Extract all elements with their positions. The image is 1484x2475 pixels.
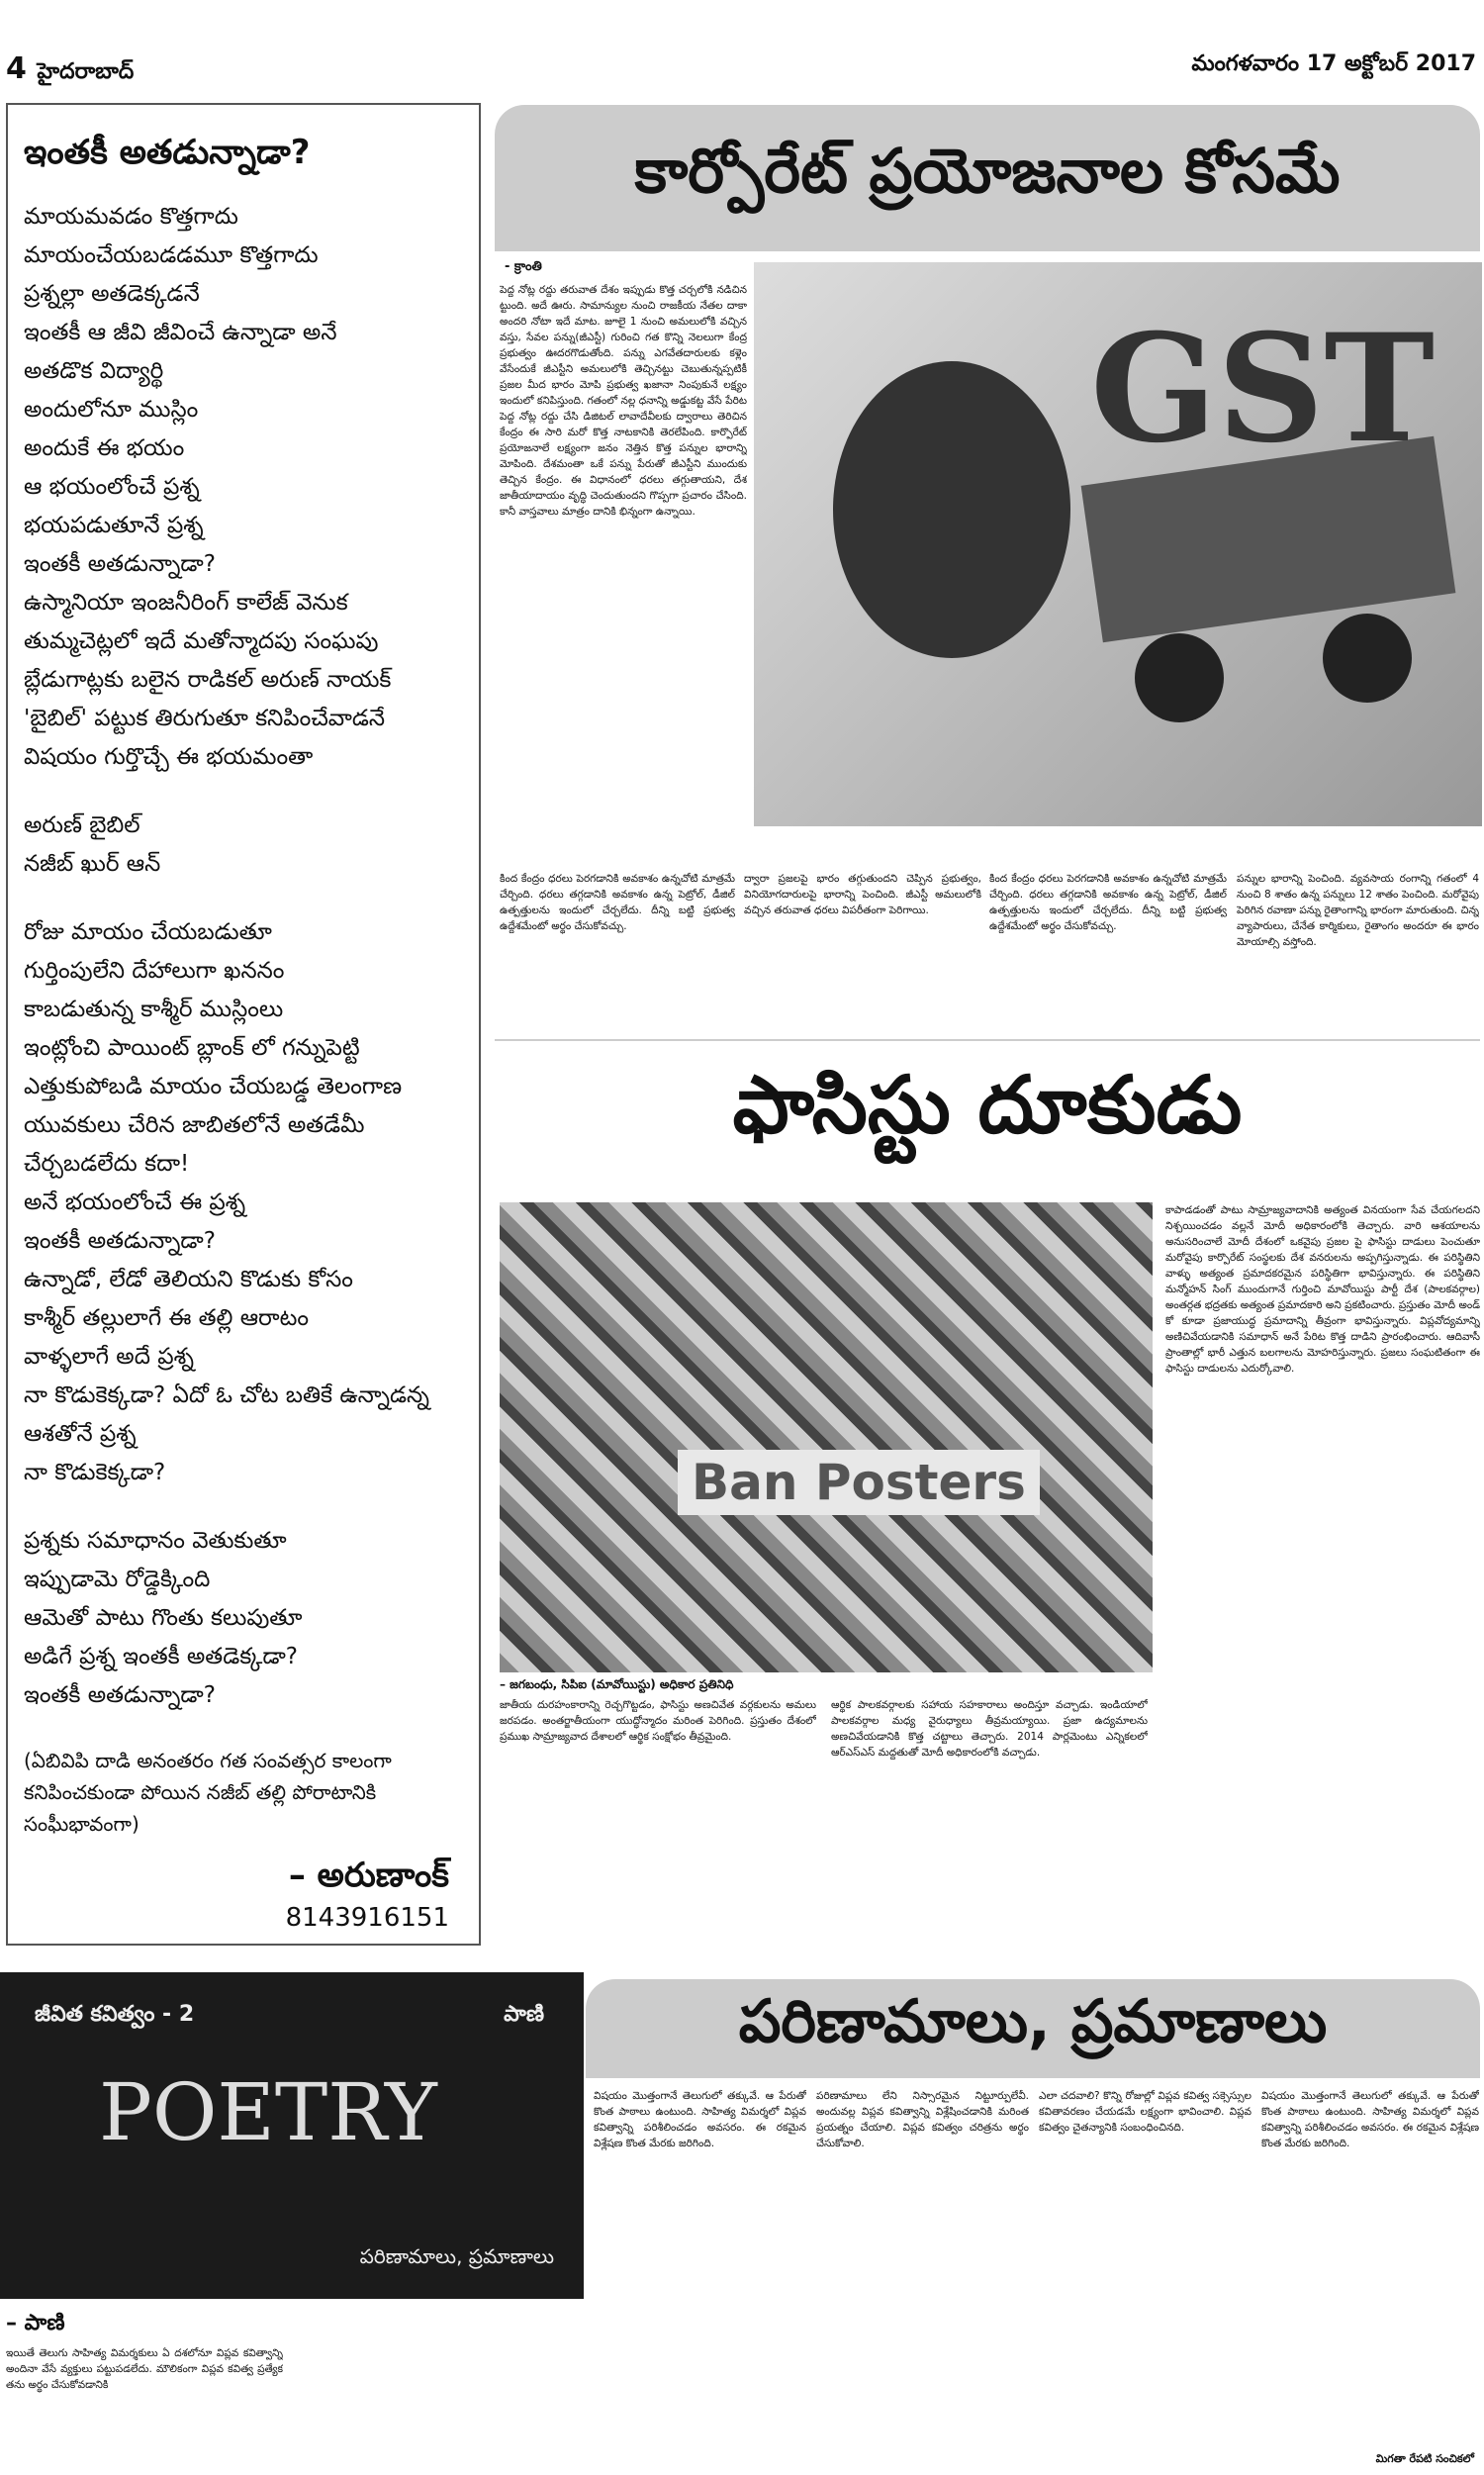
- poem-line: ఇంతకీ ఆ జీవి జీవించే ఉన్నాడా అనే: [24, 320, 337, 345]
- page-header-left: [6, 51, 134, 89]
- article2-byline: – జగబంధు, సిపిఐ (మావోయిస్టు) అధికార ప్రతినిధి: [500, 1677, 734, 1691]
- poem-line: ఇంతకీ అతడున్నాడా?: [24, 551, 216, 577]
- poem-line: అందులోనూ ముస్లిం: [24, 397, 199, 423]
- poem-title: ఇంతకీ అతడున్నాడా?: [24, 133, 311, 172]
- poem-line: భయపడుతూనే ప్రశ్న: [24, 513, 204, 538]
- poem-author: – అరుణాంక్: [288, 1856, 449, 1895]
- article3-column-3: ఎలా చదవాలి? కొన్ని రోజుల్లో విప్లవ కవిత్వ సక్సెస్సుల కవితావరణం చేయడమే లక్ష్యంగా భావించాలి. విప్లవ కవిత్వం చైతన్యానికి సంబంధించినది.: [1039, 2090, 1252, 2134]
- poem-line: ప్రశ్నల్లా అతడెక్కడనే: [24, 281, 200, 307]
- poem-line: ఇంతకీ అతడున్నాడా?: [24, 1228, 216, 1254]
- banner-subtitle: పరిణామాలు, ప్రమాణాలు: [359, 2244, 554, 2268]
- issue-date: మంగళవారం 17 అక్టోబర్ 2017: [1191, 51, 1476, 76]
- poem-line: నా కొడుకెక్కడా?: [24, 1460, 166, 1485]
- article3-column-4: విషయం మొత్తంగానే తెలుగులో తక్కువే. ఆ పేరుతో కొంత పాఠాలు ఉంటుంది. సాహిత్య విమర్శలో విప్లవ కవిత్వాన్ని పరిశీలించడం అవసరం. ఈ రకమైన విశ్లేషణ కొంత మేరకు జరిగింది.: [1261, 2090, 1479, 2149]
- poem-line: అందుకే ఈ భయం: [24, 435, 185, 461]
- article1-byline: - క్రాంతి: [505, 259, 542, 274]
- article2-right-column: కాపాడడంతో పాటు సామ్రాజ్యవాదానికి అత్యంత వినయంగా సేవ చేయగలదని నిశ్చయించడం వల్లనే మోదీ అధికారంలోకి తెచ్చారు. వారి ఆశయాలను అనుసరించాలే మోదీ దేశంలో ఒకవైపు ప్రజల పై ఫాసిస్టు దాడులు పెంచుతూ మరోవైపు కార్పొరేట్ సంస్థలకు దేశ వనరులను అప్పగిస్తున్నాడు. ఈ పరిస్థితిని వాళ్ళు అత్యంత ప్రమాదకరమైన పరిస్థితిగా భావిస్తున్నారు. ఈ పరిస్థితిని మన్మోహన్ సింగ్ ముందుగానే గుర్తించి మావోయిస్టు పార్టీ దేశ (పాలకవర్గాల) అంతర్గత భద్రతకు అత్యంత ప్రమాదకారి అని ప్రకటించారు. ప్రస్తుతం మోదీ అండ్ కో కూడా ప్రజాయుద్ధ ప్రమాదాన్ని తీవ్రంగా భావిస్తున్నారు. విప్లవోద్యమాన్ని అణిచివేయడానికి సమాధాన్ అనే పేరిట కొత్త దాడిని ప్రారంభించారు. ఆదివాసీ ప్రాంతాల్లో భారీ ఎత్తున బలగాలను మోహరిస్తున్నారు. ప్రజలు సంఘటితంగా ఈ ఫాసిస్టు దాడులను ఎదుర్కోవాలి.: [1165, 1204, 1480, 1375]
- gst-text: GST: [1090, 302, 1436, 476]
- city-name: హైదరాబాద్: [37, 59, 135, 84]
- poem-line: ఎత్తుకుపోబడి మాయం చేయబడ్డ తెలంగాణ: [24, 1074, 403, 1099]
- ban-posters-text: Ban Posters: [678, 1450, 1040, 1515]
- poem-line: నజీబ్ ఖుర్ ఆన్: [24, 851, 161, 877]
- poem-line: ఆమెతో పాటు గొంతు కలుపుతూ: [24, 1605, 303, 1631]
- poem-line: కాబడుతున్న కాశ్మీర్ ముస్లింలు: [24, 997, 284, 1022]
- continued-note: మిగతా రేపటి సంచికలో: [1375, 2452, 1474, 2465]
- poem-line: ప్రశ్నకు సమాధానం వెతుకుతూ: [24, 1528, 287, 1554]
- poem-line: కాశ్మీర్ తల్లులాగే ఈ తల్లి ఆరాటం: [24, 1305, 310, 1331]
- poem-line: అతడొక విద్యార్థి: [24, 358, 164, 384]
- article3-column-2: పరిణామాలు లేని నిస్సారమైన నిట్టూర్పులేవీ. అందువల్ల విప్లవ కవిత్వాన్ని విశ్లేషించడానికి మరింత ప్రయత్నం చేయాలి. విప్లవ కవిత్వం చరిత్రను అర్థం చేసుకోవాలి.: [816, 2090, 1029, 2149]
- poetry-banner: [0, 1972, 584, 2299]
- poem-line: ఆ భయంలోంచే ప్రశ్న: [24, 474, 200, 500]
- article1-column-4: కింద కేంద్రం ధరలు పెరగడానికి అవకాశం ఉన్నచోటి మాత్రమే చేర్చింది. ధరలు తగ్గడానికి అవకాశం ఉన్న పెట్రోల్, డీజిల్ ఉత్పత్తులను ఇందులో చేర్చలేదు. దీన్ని బట్టి ప్రభుత్వ ఉద్దేశమేంటో అర్థం చేసుకోవచ్చు.: [989, 873, 1227, 932]
- poem-line: చేర్చబడలేదు కదా!: [24, 1151, 190, 1177]
- article1-column-1: పెద్ద నోట్ల రద్దు తరువాత దేశం ఇప్పుడు కొత్త చర్చలోకి నడిచిన ట్టుంది. అదే ఊరు. సామాన్యుల నుంచి రాజకీయ నేతల దాకా అందరి నోటా ఇదే మాట. జూలై 1 నుంచి అమలులోకి వచ్చిన వస్తు, సేవల పన్ను(జీఎస్టీ) గురించి గత కొన్ని నెలలుగా కేంద్ర ప్రభుత్వం ఊదరగొడుతోంది. పన్ను ఎగవేతదారులకు కళ్లెం వేసేందుకే జీఎస్టీని అమలులోకి తెచ్చినట్టు చెబుతున్నప్పటికీ ప్రజల మీద భారం మోపి ప్రభుత్వ ఖజానా నింపుకునే లక్ష్యం ఇందులో కనిపిస్తుంది. గతంలో నల్ల ధనాన్ని అడ్డుకట్ట వేసే పేరిట పెద్ద నోట్ల రద్దు చేసి డిజిటల్ లావాదేవీలకు ద్వారాలు తెరిచిన కేంద్రం ఈ సారి మరో కొత్త నాటకానికి తెరలేపింది. కార్పొరేట్ ప్రయోజనాలే లక్ష్యంగా జనం నెత్తిన కొత్త పన్నుల భారాన్ని మోపింది. దేశమంతా ఒకే పన్ను పేరుతో జీఎస్టీని ముందుకు తెచ్చిన కేంద్రం. ఈ విధానంలో ధరలు తగ్గుతాయని, దేశ జాతీయాదాయం వృద్ధి చెందుతుందని గొప్పగా ప్రచారం చేసింది. కానీ వాస్తవాలు మాత్రం దానికి భిన్నంగా ఉన్నాయి.: [500, 284, 747, 518]
- series-title: జీవిత కవిత్వం - 2: [35, 2002, 195, 2027]
- poem-stanza-2: [24, 807, 479, 884]
- article1-headline: కార్పోరేట్ ప్రయోజనాల కోసమే: [495, 105, 1480, 251]
- poem-box: [6, 103, 481, 1946]
- poem-line: ఇంతకీ అతడున్నాడా?: [24, 1682, 216, 1708]
- page-number: 4: [6, 51, 27, 86]
- article1-column-5: పన్నుల భారాన్ని పెంచింది. వ్యవసాయ రంగాన్ని గతంలో 4 నుంచి 8 శాతం ఉన్న పన్నులు 12 శాతం పెంచింది. మరోవైపు పెరిగిన రవాణా పన్ను రైతాంగాన్ని భారంగా మారుతుంది. చిన్న వ్యాపారులు, చేనేత కార్మికులు, రైతాంగం అందరూ ఈ భారం మోయాల్సి వస్తోంది.: [1237, 873, 1479, 948]
- poem-line: ఉస్మానియా ఇంజనీరింగ్ కాలేజ్ వెనుక: [24, 590, 348, 616]
- poem-line: తుమ్మచెట్లలో ఇదే మతోన్మాదపు సంఘపు: [24, 628, 379, 654]
- author-phone: 8143916151: [285, 1903, 449, 1933]
- poem-line: ఉన్నాడో, లేడో తెలియని కొడుకు కోసం: [24, 1267, 353, 1292]
- poem-stanza-4: [24, 1522, 479, 1715]
- article3-column-1: విషయం మొత్తంగానే తెలుగులో తక్కువే. ఆ పేరుతో కొంత పాఠాలు ఉంటుంది. సాహిత్య విమర్శలో విప్లవ కవిత్వాన్ని పరిశీలించడం అవసరం. ఈ రకమైన విశ్లేషణ కొంత మేరకు జరిగింది.: [594, 2090, 806, 2149]
- poem-line: బ్లేడుగాట్లకు బలైన రాడికల్ అరుణ్ నాయక్: [24, 667, 392, 693]
- poem-line: మాయంచేయబడడమూ కొత్తగాదు: [24, 242, 319, 268]
- poem-line: అరుణ్ బైబిల్: [24, 812, 140, 838]
- poem-line: ఇంట్లోంచి పాయింట్ బ్లాంక్ లో గన్నుపెట్టి: [24, 1035, 360, 1061]
- article2-column-1: జాతీయ దురహంకారాన్ని రెచ్చగొట్టడం, ఫాసిస్టు అణచివేత వర్గకులను అమలు జరపడం. అంతర్జాతీయంగా యుద్ధోన్మాదం మరింత పెరిగింది. ప్రస్తుతం దేశంలో ప్రముఖ సామ్రాజ్యవాద దేశాలలో ఆర్థిక సంక్షోభం తీవ్రమైంది.: [500, 1699, 816, 1743]
- poem-line: మాయమవడం కొత్తగాదు: [24, 204, 238, 230]
- article3-byline: – పాణి: [6, 2311, 65, 2335]
- article2-headline: ఫాసిస్టు దూకుడు: [495, 1039, 1480, 1188]
- article1-column-2: కింద కేంద్రం ధరలు పెరగడానికి అవకాశం ఉన్నచోటి మాత్రమే చేర్చింది. ధరలు తగ్గడానికి అవకాశం ఉన్న పెట్రోల్, డీజిల్ ఉత్పత్తులను ఇందులో చేర్చలేదు. దీన్ని బట్టి ప్రభుత్వ ఉద్దేశమేంటో అర్థం చేసుకోవచ్చు.: [500, 873, 735, 932]
- poem-line: ఇప్పుడామె రోడ్డెక్కింది: [24, 1567, 211, 1592]
- poem-note: (ఏబివిపి దాడి అనంతరం గత సంవత్సర కాలంగా కనిపించకుండా పోయిన నజీబ్ తల్లి పోరాటానికి సంఘీభావంగా): [24, 1749, 392, 1836]
- poem-line: అడిగే ప్రశ్న ఇంతకీ అతడెక్కడా?: [24, 1644, 298, 1669]
- article3-headline: పరిణామాలు, ప్రమాణాలు: [586, 1979, 1480, 2078]
- poem-line: ఆశతోనే ప్రశ్న: [24, 1421, 137, 1447]
- poem-line: గుర్తింపులేని దేహాలుగా ఖననం: [24, 958, 285, 984]
- poem-line: 'బైబిల్' పట్టుక తిరుగుతూ కనిపించేవాడనే: [24, 706, 386, 731]
- poem-stanza-1: [24, 198, 479, 777]
- article2-column-2: ఆర్థిక పాలకవర్గాలకు సహాయ సహకారాలు అందిస్తూ వచ్చాడు. ఇండియాలో పాలకవర్గాల మధ్య వైరుధ్యాలు తీవ్రమయ్యాయి. ప్రజా ఉద్యమాలను అణచివేయడానికి కొత్త చట్టాలు తెచ్చారు. 2014 పార్లమెంటు ఎన్నికలలో ఆర్ఎస్ఎస్ మద్దతుతో మోదీ అధికారంలోకి వచ్చాడు.: [831, 1699, 1148, 1759]
- article3-column-0: ఇయితే తెలుగు సాహిత్య విమర్శకులు ఏ దశలోనూ విప్లవ కవిత్వాన్ని అందినా వేసే వ్యక్తులు పట్టుపడలేదు. మౌలికంగా విప్లవ కవిత్వ ప్రత్యేక తను అర్థం చేసుకోవడానికి: [6, 2347, 283, 2391]
- banner-author: పాణి: [504, 2002, 544, 2027]
- poem-stanza-3: [24, 913, 479, 1492]
- poem-line: యువకులు చేరిన జాబితలోనే అతడేమీ: [24, 1112, 365, 1138]
- poem-line: వాళ్ళలాగే అదే ప్రశ్న: [24, 1344, 194, 1370]
- poetry-word: POETRY: [99, 2066, 437, 2158]
- poem-body: [24, 198, 479, 1840]
- gst-illustration: [754, 262, 1482, 826]
- article1-column-3: ద్వారా ప్రజలపై భారం తగ్గుతుందని చెప్పిన ప్రభుత్వం, వినియోగదారులపై భారాన్ని పెంచింది. జీఎస్టీ అమలులోకి వచ్చిన తరువాత ధరలు విపరీతంగా పెరిగాయి.: [744, 873, 981, 916]
- poem-line: విషయం గుర్తొచ్చే ఈ భయమంతా: [24, 744, 314, 770]
- poem-line: నా కొడుకెక్కడా? ఏదో ఓ చోట బతికే ఉన్నాడన్న: [24, 1382, 429, 1408]
- poem-line: రోజు మాయం చేయబడుతూ: [24, 919, 272, 945]
- poem-line: అనే భయంలోంచే ఈ ప్రశ్న: [24, 1190, 246, 1215]
- ban-posters-photo: [500, 1202, 1153, 1672]
